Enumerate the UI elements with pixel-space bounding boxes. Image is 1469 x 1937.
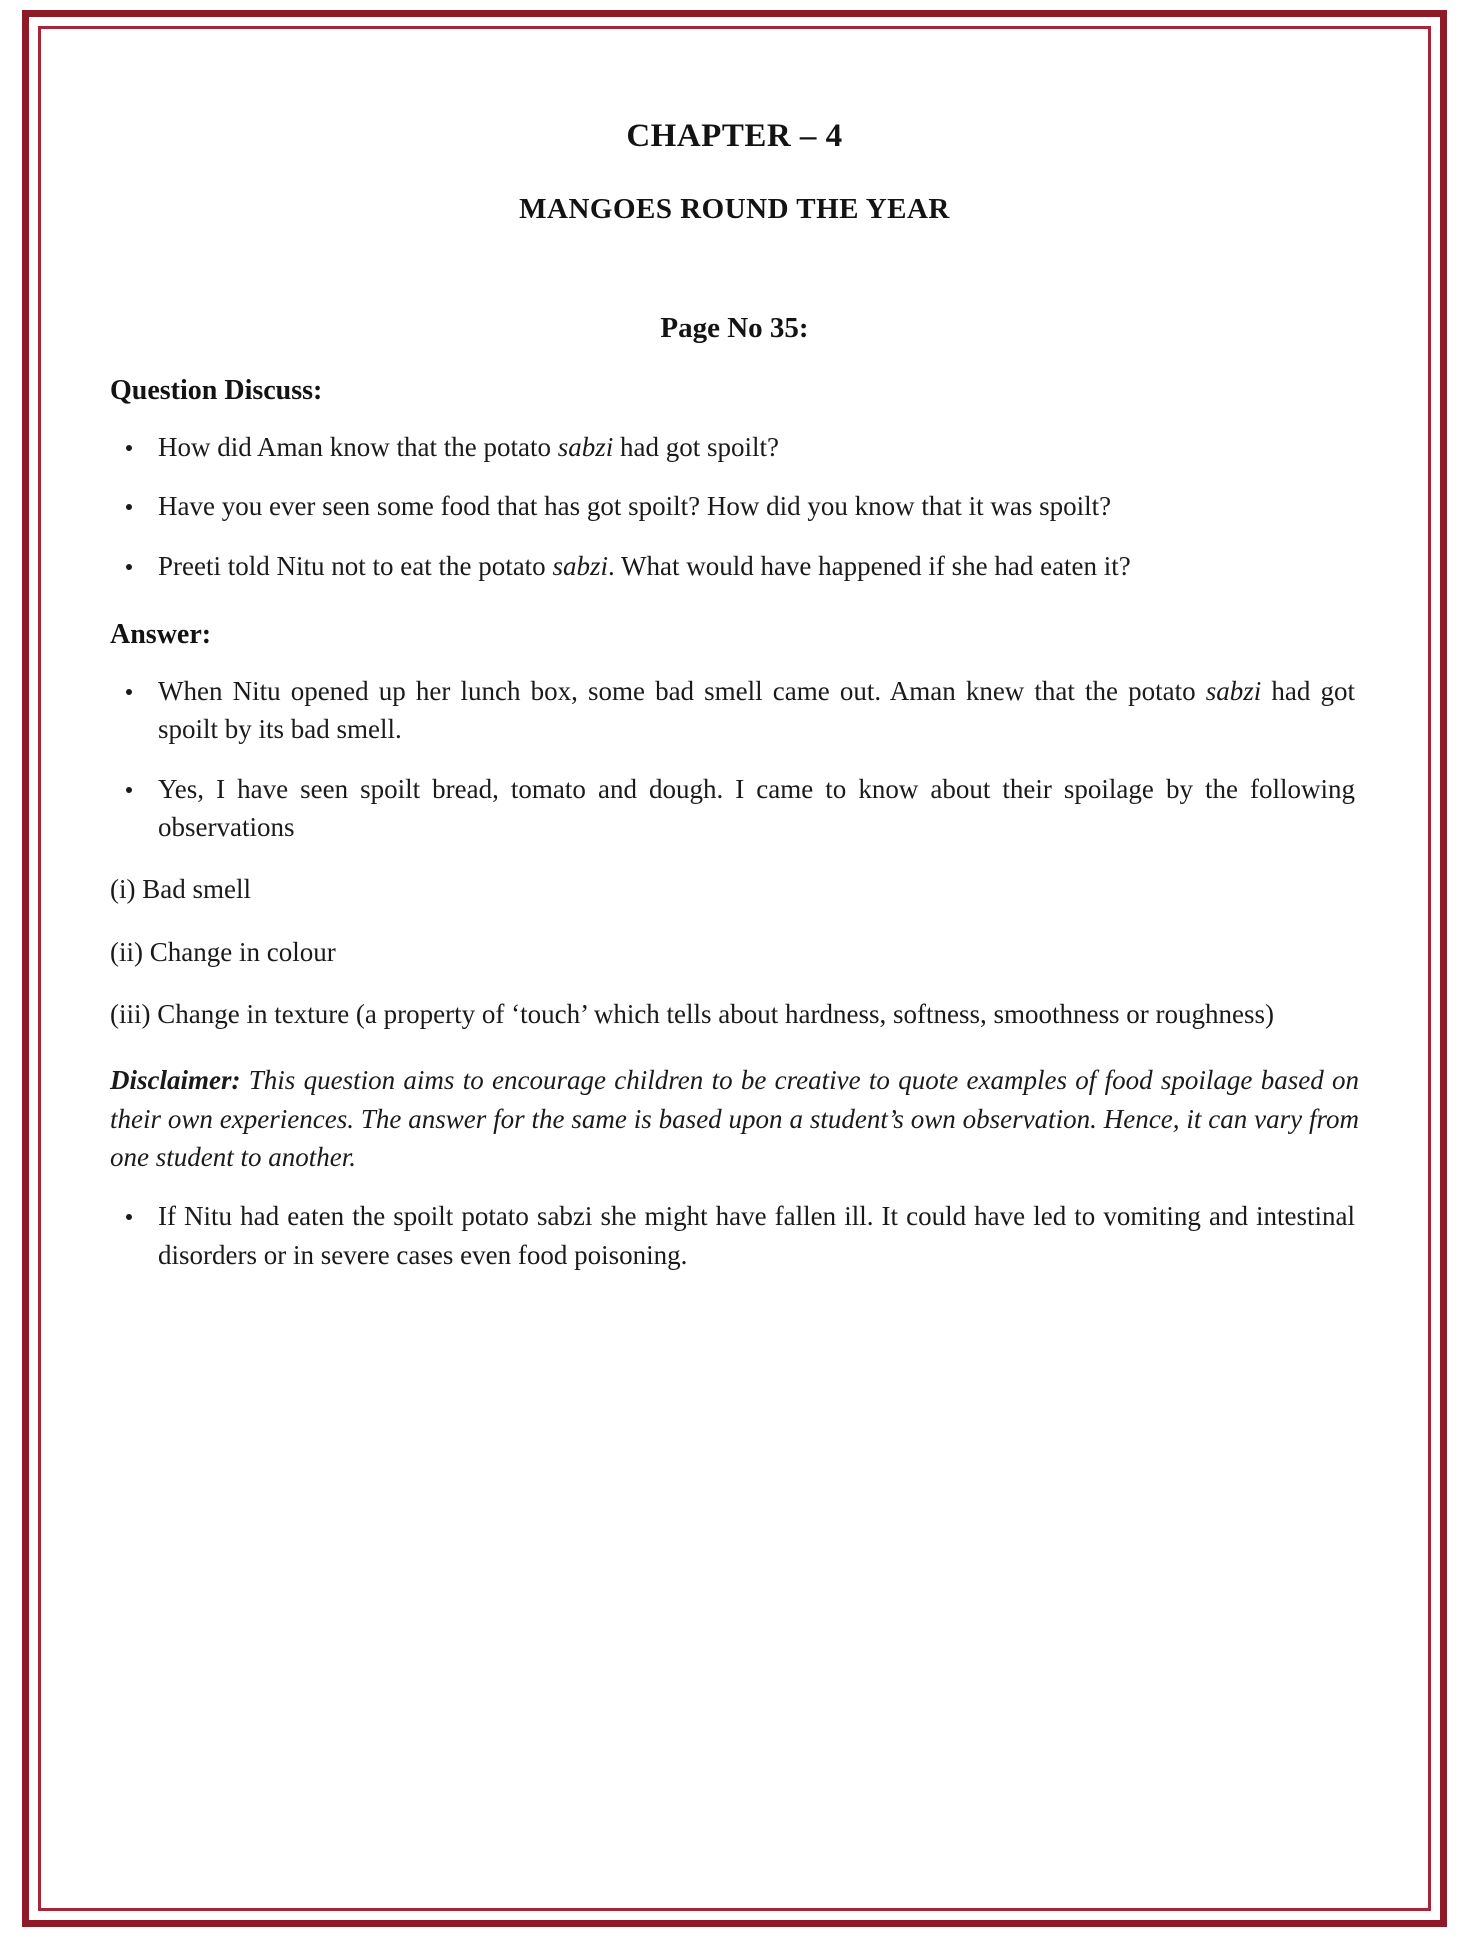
disclaimer-paragraph [110, 1061, 1359, 1176]
question-heading: Question Discuss: [110, 375, 323, 406]
final-bullet-list [110, 1197, 1359, 1274]
bullet-text-pre: Have you ever seen some food that has got spoilt? How did you know that it was spoilt? [158, 491, 1112, 522]
question-bullet-list [110, 428, 1359, 585]
observation-item-i: (i) Bad smell [110, 874, 251, 905]
page-number-heading: Page No 35: [660, 312, 809, 344]
bullet-text-pre: Preeti told Nitu not to eat the potato [158, 550, 553, 581]
list-item [110, 1197, 1359, 1274]
bullet-text-pre: If Nitu had eaten the spoilt potato sabzi she might have fallen ill. It could have led to vomiting and intestinal disorders or in severe cases even food poisoning. [158, 1201, 1355, 1270]
bullet-text-pre: When Nitu opened up her lunch box, some bad smell came out. Aman knew that the potato [158, 675, 1206, 706]
bullet-text-pre: Yes, I have seen spoilt bread, tomato and dough. I came to know about their spoilage by the following observations [158, 773, 1355, 842]
bullet-text-italic: sabzi [1205, 675, 1262, 706]
observation-item-iii: (iii) Change in texture (a property of ‘touch’ which tells about hardness, softness, smoothness or roughness) [110, 998, 1274, 1029]
list-item [110, 547, 1359, 585]
list-item [110, 487, 1359, 525]
bullet-text-post: had got spoilt? [613, 432, 779, 462]
bullet-text-post: . What would have happened if she had eaten it? [607, 550, 1131, 581]
answer-heading: Answer: [110, 618, 212, 650]
chapter-title: CHAPTER – 4 [626, 118, 843, 154]
chapter-subtitle: MANGOES ROUND THE YEAR [519, 193, 950, 225]
bullet-text-pre: How did Aman know that the potato [158, 432, 558, 462]
answer-bullet-list [110, 672, 1359, 846]
list-item [110, 672, 1359, 749]
list-item [110, 770, 1359, 847]
disclaimer-text: This question aims to encourage children to be creative to quote examples of food spoilage based on their own experiences. The answer for the same is based upon a student’s own observation. Hence, it can vary from one student to another. [110, 1065, 1359, 1172]
bullet-text-italic: sabzi [552, 550, 608, 581]
observation-item-ii: (ii) Change in colour [110, 936, 336, 967]
bullet-text-italic: sabzi [557, 432, 614, 462]
bullet-text-post: had got spoilt by its bad smell. [158, 675, 1355, 745]
list-item [110, 428, 1359, 466]
disclaimer-label: Disclaimer: [110, 1065, 241, 1096]
